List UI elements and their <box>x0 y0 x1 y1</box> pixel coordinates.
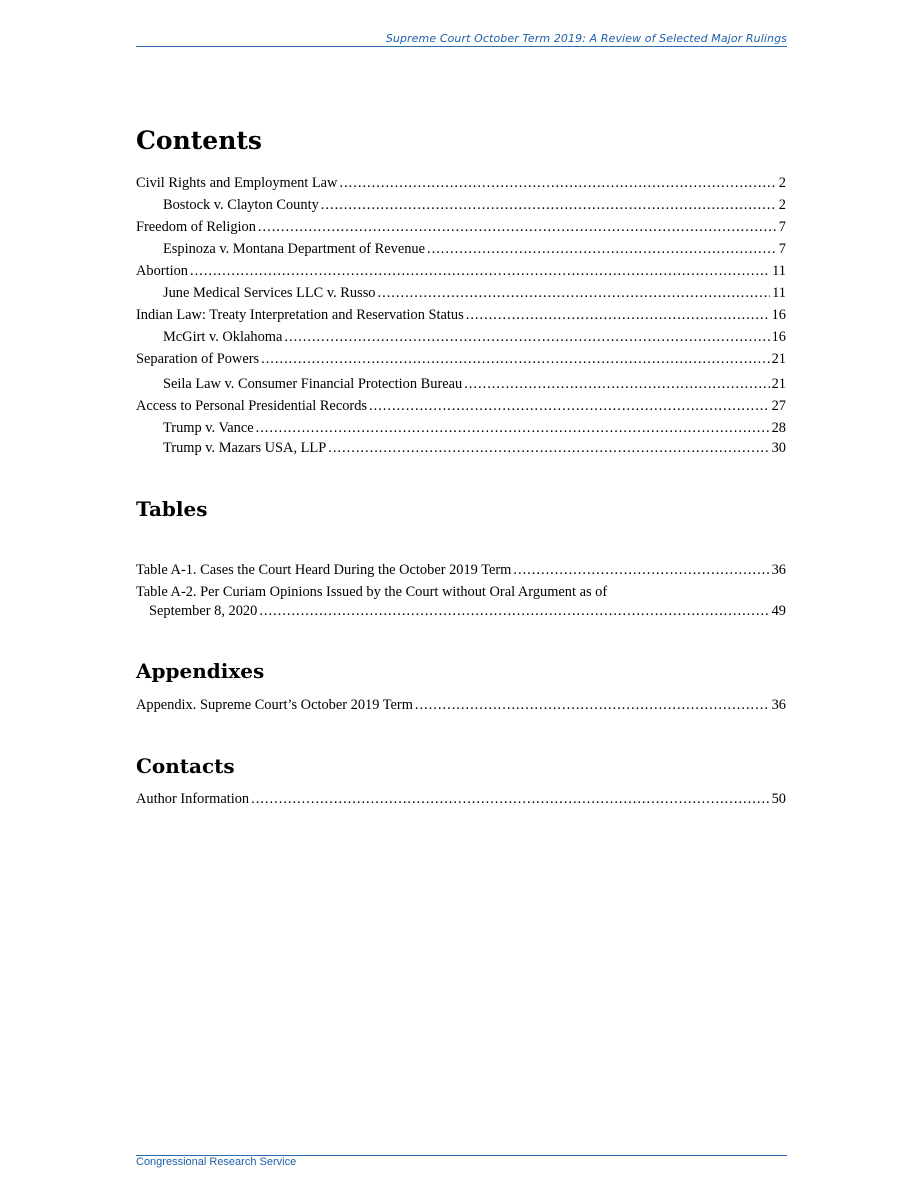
dot-leader <box>251 791 770 808</box>
toc-entry-label: June Medical Services LLC v. Russo <box>163 285 376 301</box>
toc-entry-page: 16 <box>771 307 786 323</box>
toc-entry-label: Appendix. Supreme Court’s October 2019 Term <box>136 697 413 713</box>
toc-entry-page: 2 <box>778 197 786 213</box>
toc-entry[interactable] <box>136 263 786 283</box>
toc-entry-page: 27 <box>771 398 786 414</box>
toc-entry[interactable] <box>163 241 786 261</box>
toc-entry[interactable] <box>136 562 786 582</box>
toc-entry-label: Author Information <box>136 791 250 807</box>
toc-entry[interactable] <box>163 329 786 349</box>
toc-entry[interactable] <box>163 440 786 460</box>
dot-leader <box>415 697 770 714</box>
toc-entry[interactable] <box>136 398 786 418</box>
toc-entry-page: 21 <box>771 376 786 392</box>
dot-leader <box>513 562 769 579</box>
header-rule <box>136 46 787 47</box>
toc-entry-label[interactable]: Table A-2. Per Curiam Opinions Issued by the Court without Oral Argument as of <box>136 584 608 600</box>
toc-entry[interactable] <box>163 197 786 217</box>
contacts-heading: Contacts <box>136 754 235 778</box>
toc-entry[interactable] <box>149 603 786 623</box>
toc-entry-label: Trump v. Vance <box>163 420 254 436</box>
toc-entry[interactable] <box>163 285 786 305</box>
toc-entry-label: September 8, 2020 <box>149 603 258 619</box>
dot-leader <box>378 285 771 302</box>
dot-leader <box>261 351 770 368</box>
toc-entry-label: Separation of Powers <box>136 351 260 367</box>
toc-entry[interactable] <box>136 219 786 239</box>
toc-entry[interactable] <box>163 420 786 440</box>
toc-entry[interactable] <box>136 791 786 811</box>
toc-entry[interactable] <box>163 376 786 396</box>
dot-leader <box>328 440 769 457</box>
dot-leader <box>464 376 769 393</box>
dot-leader <box>369 398 770 415</box>
appendixes-heading: Appendixes <box>136 659 265 683</box>
toc-entry-page: 2 <box>778 175 786 191</box>
toc-entry-page: 11 <box>772 263 786 279</box>
dot-leader <box>258 219 777 236</box>
toc-entry-label: Access to Personal Presidential Records <box>136 398 367 414</box>
toc-entry-label: Bostock v. Clayton County <box>163 197 319 213</box>
dot-leader <box>190 263 770 280</box>
dot-leader <box>427 241 777 258</box>
toc-entry-label: Civil Rights and Employment Law <box>136 175 338 191</box>
tables-heading: Tables <box>136 497 208 521</box>
toc-entry-page: 36 <box>771 562 786 578</box>
contents-heading: Contents <box>136 126 263 155</box>
dot-leader <box>259 603 769 620</box>
running-footer: Congressional Research Service <box>136 1156 297 1168</box>
toc-entry[interactable] <box>136 351 786 371</box>
toc-entry-label: Espinoza v. Montana Department of Revenue <box>163 241 426 257</box>
toc-entry[interactable] <box>136 307 786 327</box>
toc-entry-label: Table A-1. Cases the Court Heard During the October 2019 Term <box>136 562 512 578</box>
toc-entry-label: Abortion <box>136 263 188 279</box>
toc-entry-label: Seila Law v. Consumer Financial Protection Bureau <box>163 376 463 392</box>
toc-entry-page: 16 <box>771 329 786 345</box>
toc-entry-label: Trump v. Mazars USA, LLP <box>163 440 327 456</box>
toc-entry-label: McGirt v. Oklahoma <box>163 329 283 345</box>
dot-leader <box>256 420 770 437</box>
toc-entry-page: 50 <box>771 791 786 807</box>
toc-entry-page: 28 <box>771 420 786 436</box>
toc-entry-page: 11 <box>772 285 786 301</box>
dot-leader <box>339 175 776 192</box>
toc-entry-label: Freedom of Religion <box>136 219 256 235</box>
toc-entry-page: 21 <box>771 351 786 367</box>
toc-entry-page: 30 <box>771 440 786 456</box>
toc-entry[interactable] <box>136 697 786 717</box>
dot-leader <box>284 329 769 346</box>
toc-entry-page: 49 <box>771 603 786 619</box>
dot-leader <box>466 307 770 324</box>
dot-leader <box>321 197 777 214</box>
toc-entry-page: 7 <box>778 241 786 257</box>
running-header: Supreme Court October Term 2019: A Review of Selected Major Rulings <box>385 32 787 45</box>
toc-entry-page: 7 <box>778 219 786 235</box>
toc-entry-page: 36 <box>771 697 786 713</box>
toc-entry-label: Indian Law: Treaty Interpretation and Reservation Status <box>136 307 464 323</box>
toc-entry[interactable] <box>136 175 786 195</box>
